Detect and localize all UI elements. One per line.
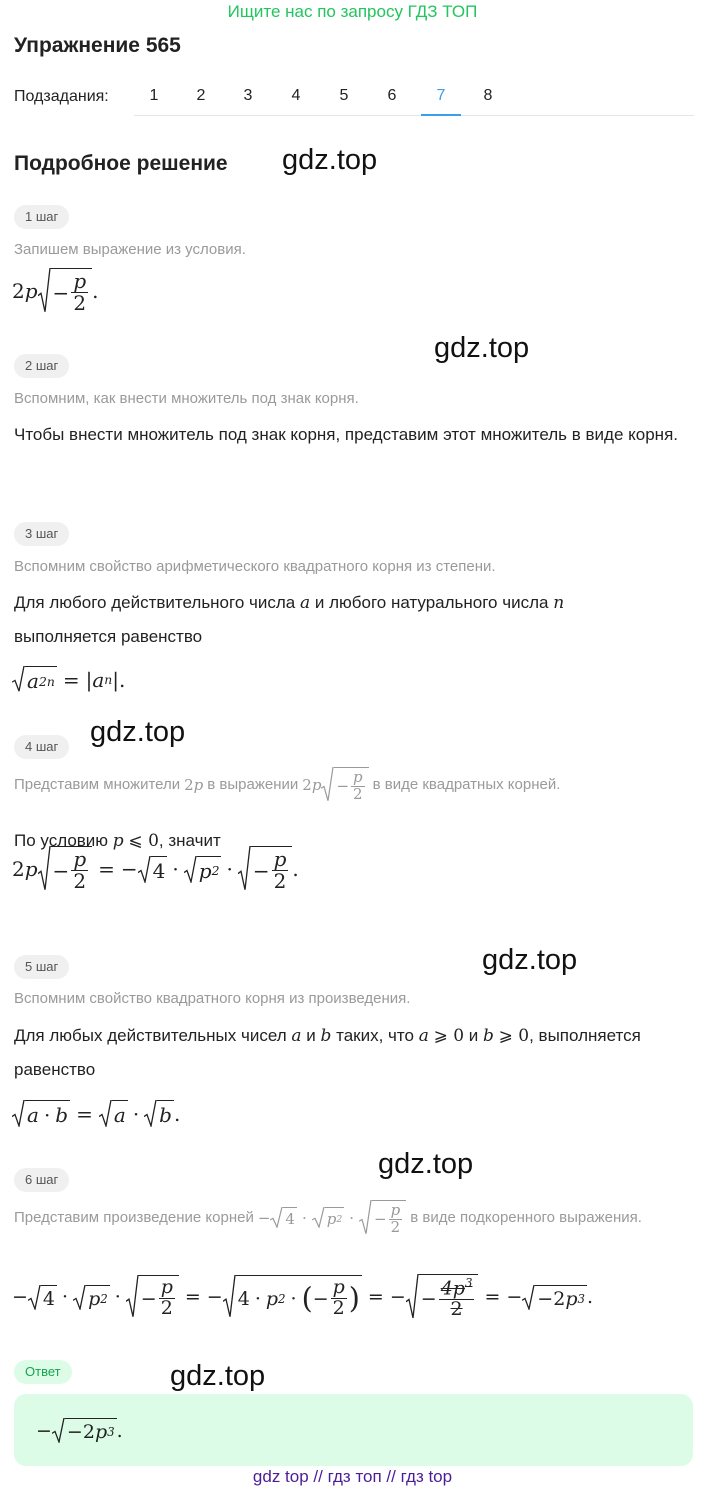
subtasks-label: Подзадания: (14, 88, 109, 105)
answer-badge: Ответ (14, 1360, 72, 1384)
section-title: Подробное решение (14, 152, 228, 175)
step-badge: 3 шаг (14, 522, 69, 546)
step-text-part: Для любых действительных чисел (14, 1026, 287, 1045)
step-text-part: , выполняется равенство (14, 1026, 641, 1079)
step-text: По условию p ⩽ 0, значит (14, 831, 221, 851)
formula-step4: 2 p − $\frac{p}{2}$ = − 4 · p 2 · − $\frac{p}{2}$ . (12, 847, 299, 893)
step-badge: 5 шаг (14, 955, 69, 979)
step-text-part: и (468, 1026, 479, 1045)
subtask-tab-8[interactable]: 8 (483, 87, 493, 104)
subtask-tab-6[interactable]: 6 (387, 87, 397, 104)
step-hint-part: в виде квадратных корней. (372, 776, 561, 794)
step-badge: 2 шаг (14, 354, 69, 378)
step-text-part: выполняется равенство (14, 627, 203, 646)
step-text: Чтобы внести множитель под знак корня, представим этот множитель в виде корня. (14, 425, 678, 444)
watermark: gdz.top (170, 1360, 266, 1392)
top-banner: Ищите нас по запросу ГДЗ ТОП (227, 2, 478, 21)
step-hint: Вспомним, как внести множитель под знак корня. (14, 390, 359, 407)
watermark: gdz.top (378, 1148, 474, 1180)
step-text: Для любых действительных чисел a и b таких, что a ⩾ 0 и b ⩾ 0, выполняется равенство (14, 1026, 641, 1079)
step-hint: Запишем выражение из условия. (14, 241, 246, 258)
step-text-part: Для любого действительного числа (14, 593, 296, 612)
subtask-tab-3[interactable]: 3 (243, 87, 253, 104)
step-text-part: , значит (158, 831, 221, 850)
watermark: gdz.top (90, 716, 186, 748)
step-hint-part: Представим множители (14, 776, 181, 794)
watermark: gdz.top (482, 944, 578, 976)
step-badge: 4 шаг (14, 735, 69, 759)
step-badge: 6 шаг (14, 1168, 69, 1192)
step-text: Для любого действительного числа a и любого натурального числа n выполняется равенство (14, 593, 565, 646)
subtask-tab-5[interactable]: 5 (339, 87, 349, 104)
step-text-part: По условию (14, 831, 109, 850)
step-hint: Вспомним свойство квадратного корня из произведения. (14, 990, 411, 1007)
step-hint-part: в виде подкоренного выражения. (410, 1209, 642, 1227)
footer-links[interactable]: gdz top // гдз топ // гдз top (252, 1467, 453, 1486)
answer-box (14, 1394, 693, 1466)
step-text-part: и (306, 1026, 316, 1045)
formula-sqrt-power: a 2n = | a n |. (12, 666, 125, 693)
watermark: gdz.top (434, 332, 530, 364)
step-hint: Представим множители 2p в выражении 2 p − $\frac{p}{2}$ в виде квадратных корней. (14, 768, 561, 803)
step-hint-part: Представим произведение корней (14, 1209, 254, 1227)
formula-sqrt-product: a · b = a · b . (12, 1100, 180, 1127)
step-hint: Вспомним свойство арифметического квадратного корня из степени. (14, 558, 496, 575)
watermark: gdz.top (282, 144, 378, 176)
step-hint-part: в выражении (207, 776, 299, 794)
step-text-part: и любого натурального числа (314, 593, 549, 612)
subtask-tab-2[interactable]: 2 (196, 87, 206, 104)
formula-condition: 2 p − $\frac{p}{2}$ . (12, 269, 99, 315)
step-badge: 1 шаг (14, 205, 69, 229)
step-hint: Представим произведение корней − 4 · p 2 · − $\frac{p}{2}$ в виде подкоренного выражения. (14, 1201, 642, 1236)
page-title: Упражнение 565 (14, 34, 181, 57)
step-text-part: таких, что (336, 1026, 414, 1045)
subtask-tab-1[interactable]: 1 (149, 87, 159, 104)
formula-step6: − 4 · p 2 · − $\frac{p}{2}$ = − 4 · p 2 · ( − $\frac{p}{2}$ ) = − − $\frac{4p^3}{2}$ = − −2 p 3 . (12, 1276, 594, 1321)
subtask-tab-7[interactable]: 7 (421, 80, 461, 116)
subtask-tab-4[interactable]: 4 (291, 87, 301, 104)
subtasks-tabs (134, 80, 694, 116)
answer-formula: − −2 p 3 . (36, 1419, 123, 1443)
